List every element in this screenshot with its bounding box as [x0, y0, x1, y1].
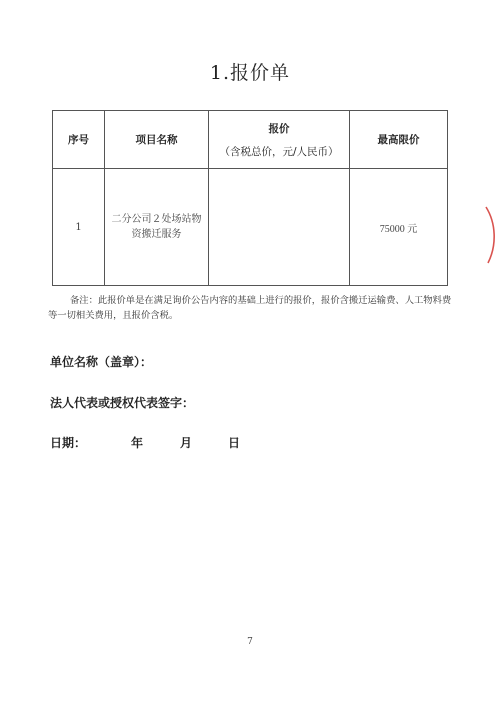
date-year-label: 年: [131, 436, 144, 450]
date-line: [50, 434, 270, 450]
item-name-text: 二分公司２处场站物资搬迁服务: [111, 214, 202, 240]
seal-edge-mark: [482, 205, 500, 265]
header-price-label: 报价: [268, 122, 290, 135]
cell-price-input[interactable]: [209, 169, 350, 286]
note-text: 备注：此报价单是在满足询价公告内容的基础上进行的报价，报价含搬迁运输费、人工物料费等一切相关费用，且报价含税。: [48, 295, 452, 321]
page-number: 7: [247, 637, 253, 647]
header-item-name: 项目名称: [105, 111, 209, 169]
header-max-price: 最高限价: [350, 111, 448, 169]
representative-signature-label: 法人代表或授权代表签字：: [50, 396, 195, 410]
header-seq: 序号: [53, 111, 105, 169]
table-header-row: [53, 111, 448, 169]
header-price: [209, 111, 350, 169]
cell-max-price: 75000 元: [350, 169, 448, 286]
cell-item-name: [105, 169, 209, 286]
company-name-label: 单位名称（盖章）：: [50, 355, 153, 369]
date-label: 日期：: [50, 436, 87, 450]
quote-table: [52, 110, 448, 286]
header-price-unit: （含税总价，元/人民币）: [219, 145, 339, 158]
date-month-label: 月: [180, 436, 193, 450]
table-row: [53, 169, 448, 286]
cell-seq: 1: [53, 169, 105, 286]
date-day-label: 日: [228, 436, 241, 450]
page-title: 1.报价单: [209, 62, 291, 84]
